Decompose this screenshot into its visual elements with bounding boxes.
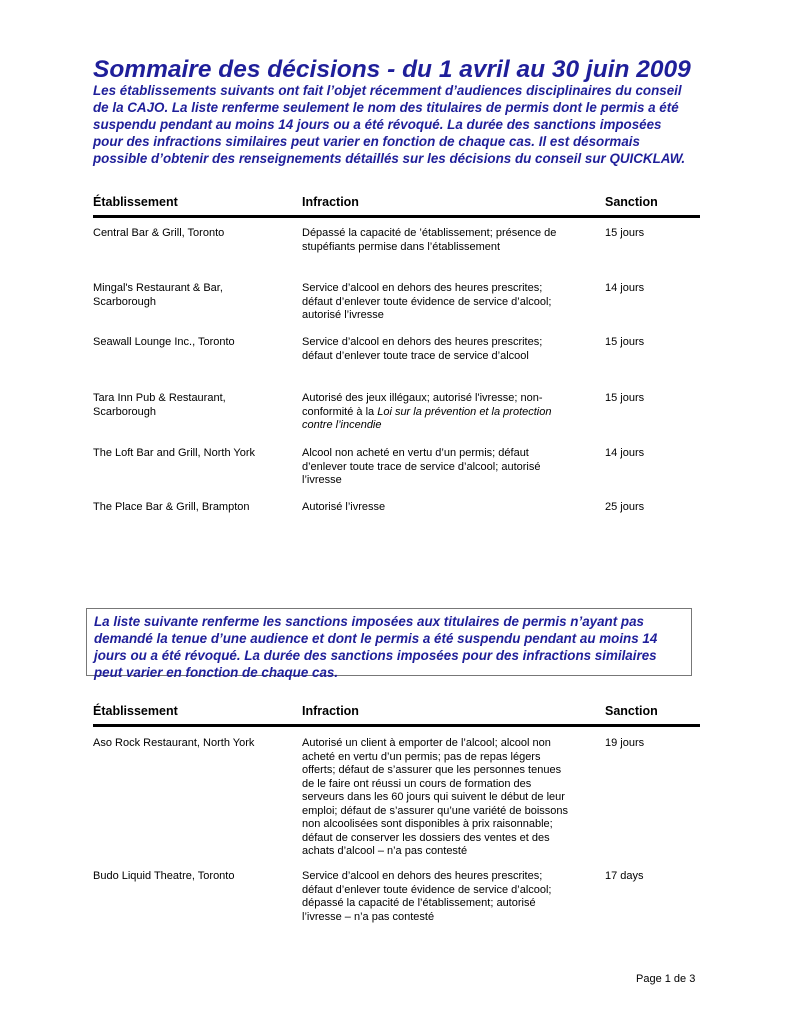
intro-paragraph: Les établissements suivants ont fait l’objet récemment d’audiences disciplinaires du conseil de la CAJO. La liste renferme seulement le nom des titulaires de permis dont le permis a été suspendu pendant au moins 14 jours ou a été révoqué. La durée des sanctions imposées pour des infractions similaires peut varier en fonction de chaque cas. Il est désormais possible d’obtenir des renseignements détaillés sur les décisions du conseil sur QUICKLAW.: [93, 83, 686, 166]
sanction-cell: 14 jours: [605, 282, 645, 294]
establishment-cell: Aso Rock Restaurant, North York: [93, 737, 255, 749]
establishment-cell: Seawall Lounge Inc., Toronto: [93, 336, 235, 348]
establishment-cell: Budo Liquid Theatre, Toronto: [93, 870, 235, 882]
table2-header: [93, 704, 700, 727]
table1-header-sanction: Sanction: [605, 195, 658, 209]
infraction-cell: Dépassé la capacité de ’établissement; présence de stupéfiants permise dans l’établissement: [302, 227, 557, 253]
table2-header-sanction: Sanction: [605, 704, 658, 718]
page-title: Sommaire des décisions - du 1 avril au 30 juin 2009: [93, 56, 691, 83]
sanction-cell: 25 jours: [605, 501, 645, 513]
infraction-cell: Service d’alcool en dehors des heures prescrites; défaut d’enlever toute évidence de service d’alcool; dépassé la capacité de l’établissement; autorisé l’ivresse – n’a pas contesté: [302, 870, 552, 923]
sanction-cell: 15 jours: [605, 392, 645, 404]
table2-header-infraction: Infraction: [302, 704, 359, 718]
law-title: Loi sur la prévention et la protection contre l’incendie: [302, 405, 552, 431]
sanction-cell: 15 jours: [605, 336, 645, 348]
table1-header-infraction: Infraction: [302, 195, 359, 209]
sanction-cell: 19 jours: [605, 737, 645, 749]
page-number: Page 1 de 3: [636, 973, 696, 985]
establishment-cell: Central Bar & Grill, Toronto: [93, 227, 225, 239]
sanction-cell: 17 days: [605, 870, 644, 882]
infraction-cell: Autorisé l’ivresse: [302, 501, 386, 513]
table1-header-establishment: Établissement: [93, 195, 178, 209]
establishment-cell: Mingal's Restaurant & Bar, Scarborough: [93, 282, 223, 308]
notice-box: La liste suivante renferme les sanctions imposées aux titulaires de permis n’ayant pas demandé la tenue d’une audience et dont le permis a été suspendu pendant au moins 14 jours ou a été révoqué. La durée des sanctions imposées pour des infractions similaires peut varier en fonction de chaque cas.: [86, 608, 692, 676]
establishment-cell: The Loft Bar and Grill, North York: [93, 447, 256, 459]
establishment-cell: The Place Bar & Grill, Brampton: [93, 501, 250, 513]
sanction-cell: 14 jours: [605, 447, 645, 459]
table2-header-establishment: Établissement: [93, 704, 178, 718]
sanction-cell: 15 jours: [605, 227, 645, 239]
establishment-cell: Tara Inn Pub & Restaurant, Scarborough: [93, 392, 226, 418]
infraction-cell: Service d’alcool en dehors des heures prescrites; défaut d’enlever toute trace de service d’alcool: [302, 336, 543, 362]
infraction-cell: Alcool non acheté en vertu d’un permis; défaut d’enlever toute trace de service d’alcool; autorisé l’ivresse: [302, 447, 541, 486]
infraction-cell: [302, 392, 574, 433]
table1-header: [93, 195, 700, 218]
infraction-cell: Service d’alcool en dehors des heures prescrites; défaut d’enlever toute évidence de service d’alcool; autorisé l’ivresse: [302, 282, 552, 321]
infraction-text: Autorisé des jeux illégaux; autorisé l'ivresse; non-conformité à la: [302, 392, 543, 418]
infraction-cell: Autorisé un client à emporter de l’alcool; alcool non acheté en vertu d’un permis; pas de repas légers offerts; défaut de s’assurer que les personnes tenues de le faire ont réussi un cours de formation des serveurs dans les 60 jours qui suivent le début de leur emploi; défaut de s’assurer qu’une variété de boissons non alcoolisées sont disponibles à prix raisonnable; défaut de conserver les dossiers des ventes et des achats d’alcool – n’a pas contesté: [302, 737, 568, 857]
